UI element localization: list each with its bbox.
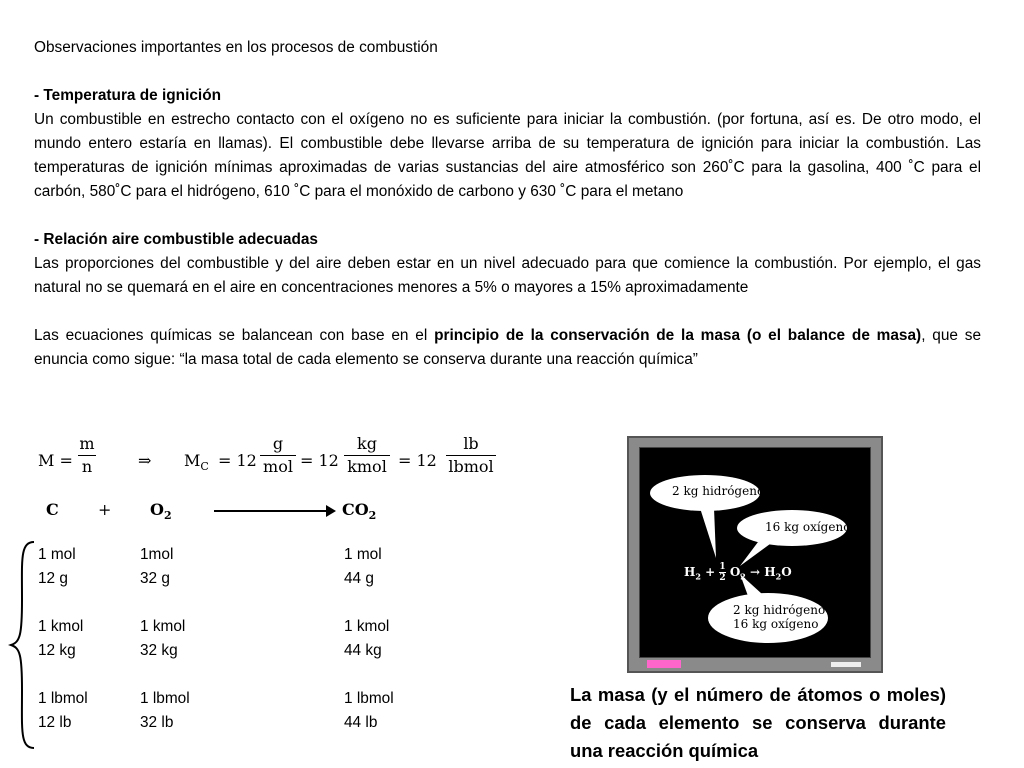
fraction-g-mol: g mol — [260, 434, 296, 477]
mass-conservation-principle: principio de la conservación de la masa (o el balance de masa) — [434, 327, 922, 344]
arrow-right-icon: → — [750, 565, 761, 579]
bubble-total-hydrogen: 2 kg hidrógeno — [733, 603, 826, 617]
section-body-ignition: Un combustible en estrecho contacto con el oxígeno no es suficiente para iniciar la combustión. (por fortuna, así es. De otro modo, el mundo entero estaría en llamas). El combustible debe llevarse arriba de su temperatura de ignición para iniciar la combustión. Las temperaturas de ignición mínimas aproximadas de varias sustancias del aire atmosférico son 260˚C para la gasolina, 400 ˚C para el carbón, 580˚C para el hidrógeno, 610 ˚C para el monóxido de carbono y 630 ˚C para el metano — [34, 111, 981, 200]
fraction-kg-kmol: kg kmol — [344, 434, 390, 477]
co2-column: 1 mol 44 g 1 kmol 44 kg 1 lbmol 44 lb — [344, 546, 394, 731]
bubble-hydrogen: 2 kg hidrógeno — [672, 484, 765, 498]
mass-conservation-paragraph: Las ecuaciones químicas se balancean con base en el principio de la conservación de la masa (o el balance de masa), que se enuncia como sigue: “la masa total de cada elemento se conserva durante una reacción química” — [34, 327, 982, 368]
caption: La masa (y el número de átomos o moles) de cada elemento se conserva durante una reacción química — [570, 684, 946, 761]
molar-mass-formula: M = m n ⇒ $M_C$ = 12 g mol = 12 kg kmol = 12 lb lbmol — [38, 436, 518, 486]
page-title: Observaciones importantes en los procesos de combustión — [34, 39, 438, 56]
section-heading-ignition: - Temperatura de ignición — [34, 87, 221, 104]
fraction-lb-lbmol: lb lbmol — [446, 434, 496, 477]
reaction-arrow — [214, 510, 334, 512]
water-formation-equation: $H_2$ + $\frac{1}{2}$ $O_2 \to H_2O$ — [684, 562, 792, 583]
bubble-oxygen: 16 kg oxígeno — [765, 520, 851, 534]
carbon-column: 1 mol 12 g 1 kmol 12 kg 1 lbmol 12 lb — [38, 546, 88, 731]
section-body-air-fuel: Las proporciones del combustible y del aire deben estar en un nivel adecuado para que comience la combustión. Por ejemplo, el gas natural no se quemará en el aire en concentraciones menores a 5% o mayores a 15% aproximadamente — [34, 255, 981, 296]
text-block — [34, 36, 981, 372]
combustion-reaction: C + $O_2$ $CO_2$ — [46, 500, 377, 523]
bubble-total-oxygen: 16 kg oxígeno — [733, 617, 819, 631]
pink-chalk — [647, 660, 681, 668]
oxygen-column: 1mol 32 g 1 kmol 32 kg 1 lbmol 32 lb — [140, 546, 190, 731]
fraction-m-n: m n — [79, 434, 95, 476]
section-heading-air-fuel: - Relación aire combustible adecuadas — [34, 231, 318, 248]
blackboard-surface — [639, 447, 871, 658]
blackboard-illustration — [627, 436, 883, 673]
left-brace-icon — [8, 540, 38, 750]
white-chalk — [831, 662, 861, 667]
